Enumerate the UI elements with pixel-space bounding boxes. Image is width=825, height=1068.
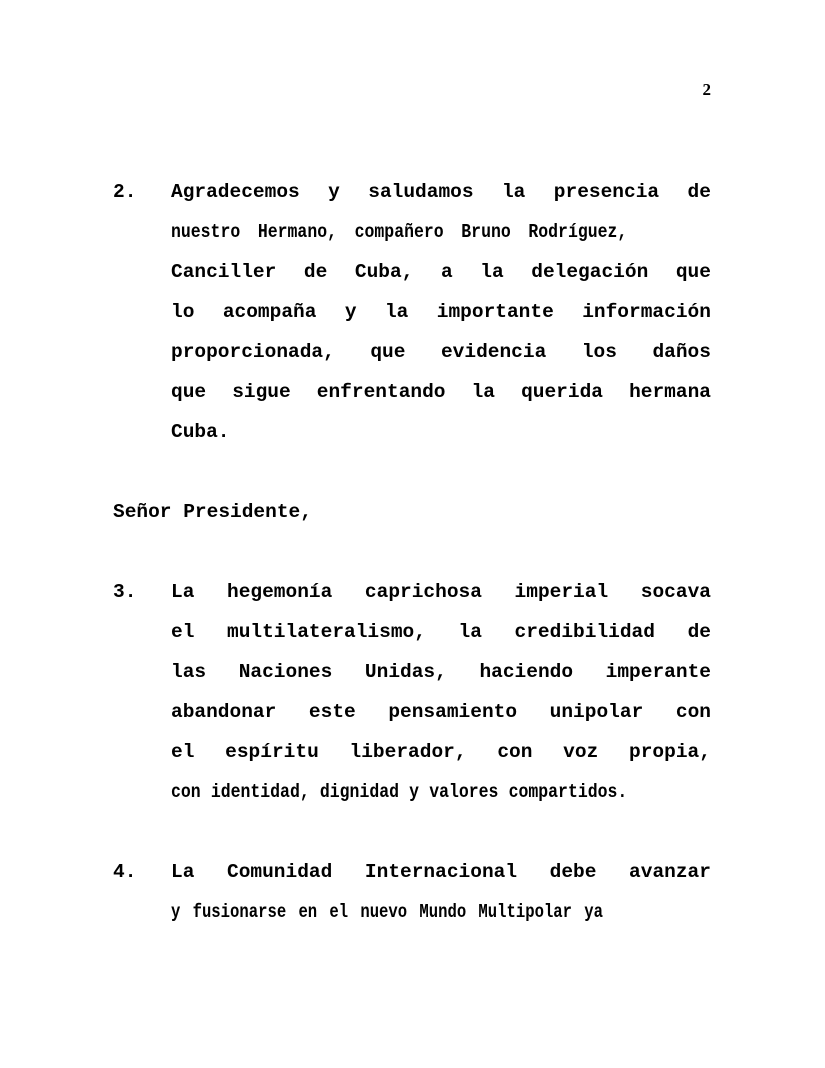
text-word: con xyxy=(675,701,711,723)
text-word: Canciller xyxy=(171,261,277,283)
text-word: pensamiento xyxy=(388,701,518,723)
text-word: unipolar xyxy=(549,701,644,723)
paragraph-spacer xyxy=(113,452,711,492)
text-word: sigue xyxy=(232,381,291,403)
text-line xyxy=(171,692,711,732)
text-word: Bruno xyxy=(461,221,511,243)
text-word: el xyxy=(171,741,195,763)
text-word: Comunidad xyxy=(227,861,333,883)
text-line xyxy=(171,732,711,772)
text-word: credibilidad xyxy=(514,621,655,643)
text-word: que xyxy=(370,341,406,363)
text-word: compartidos. xyxy=(508,781,628,803)
text-word: caprichosa xyxy=(364,581,482,603)
paragraph-number: 2. xyxy=(113,181,137,203)
text-word: presencia xyxy=(553,181,660,203)
text-word: nuevo xyxy=(360,901,408,923)
text-word: los xyxy=(581,341,617,363)
text-line xyxy=(171,892,603,932)
text-word: proporcionada, xyxy=(171,341,335,363)
paragraph-lines xyxy=(171,852,711,932)
text-word: a xyxy=(440,261,453,283)
text-word: Naciones xyxy=(238,661,333,683)
text-line xyxy=(171,852,711,892)
text-word: la xyxy=(384,301,409,323)
text-word: valores xyxy=(429,781,499,803)
text-word: debe xyxy=(549,861,597,883)
text-word: en xyxy=(298,901,318,923)
text-word: el xyxy=(329,901,349,923)
page-number: 2 xyxy=(702,80,711,99)
paragraph-number: 4. xyxy=(113,861,137,883)
paragraph-2 xyxy=(113,172,711,452)
paragraph-spacer xyxy=(113,812,711,852)
text-word: imperial xyxy=(514,581,609,603)
text-word: espíritu xyxy=(225,741,319,763)
text-word: identidad, xyxy=(210,781,310,803)
text-word: multilateralismo, xyxy=(227,621,426,643)
text-line xyxy=(171,652,711,692)
text-word: enfrentando xyxy=(316,381,446,403)
text-word: Multipolar xyxy=(478,901,573,923)
text-word: ya xyxy=(584,901,603,923)
text-word: las xyxy=(171,661,207,683)
text-word: hegemonía xyxy=(227,581,333,603)
paragraph-lines xyxy=(171,172,711,452)
text-word: y xyxy=(409,781,420,803)
text-word: fusionarse xyxy=(192,901,287,923)
text-word: haciendo xyxy=(479,661,574,683)
text-word: y xyxy=(171,901,181,923)
text-word: liberador, xyxy=(349,741,467,763)
text-word: la xyxy=(501,181,526,203)
text-word: Mundo xyxy=(419,901,467,923)
text-word: y xyxy=(344,301,357,323)
text-line xyxy=(171,292,711,332)
text-word: hermana xyxy=(629,381,711,403)
text-word: evidencia xyxy=(440,341,547,363)
text-line xyxy=(171,372,711,412)
text-word: Internacional xyxy=(364,861,518,883)
text-word: importante xyxy=(436,301,554,323)
text-word: propia, xyxy=(629,741,711,763)
document-body xyxy=(113,172,711,932)
text-word: Hermano, xyxy=(257,221,337,243)
text-line xyxy=(171,772,627,812)
text-word: compañero xyxy=(354,221,444,243)
text-word: información xyxy=(582,301,711,323)
text-word: lo xyxy=(171,301,195,323)
text-line xyxy=(171,172,711,212)
text-word: este xyxy=(308,701,356,723)
text-line xyxy=(171,612,711,652)
text-word: con xyxy=(497,741,533,763)
text-word: voz xyxy=(563,741,599,763)
paragraph-4 xyxy=(113,852,711,932)
text-word: la xyxy=(480,261,504,283)
text-line: Cuba. xyxy=(171,421,230,443)
text-line xyxy=(171,332,711,372)
text-word: Rodríguez, xyxy=(528,221,628,243)
text-word: Agradecemos xyxy=(171,181,300,203)
text-word: de xyxy=(303,261,328,283)
text-word: nuestro xyxy=(171,221,241,243)
text-word: socava xyxy=(640,581,711,603)
text-word: acompaña xyxy=(222,301,317,323)
text-word: con xyxy=(171,781,201,803)
text-word: y xyxy=(328,181,340,203)
text-word: delegación xyxy=(531,261,649,283)
text-word: saludamos xyxy=(368,181,474,203)
text-word: avanzar xyxy=(629,861,711,883)
text-word: el xyxy=(171,621,195,643)
text-word: la xyxy=(458,621,482,643)
text-line xyxy=(171,212,627,252)
text-word: abandonar xyxy=(171,701,277,723)
salutation: Señor Presidente, xyxy=(113,501,312,523)
text-line xyxy=(171,572,711,612)
text-word: de xyxy=(687,181,711,203)
text-line xyxy=(171,252,711,292)
text-word: que xyxy=(171,381,207,403)
text-word: que xyxy=(675,261,711,283)
paragraph-lines xyxy=(171,572,711,812)
text-word: Unidas, xyxy=(364,661,447,683)
text-word: de xyxy=(687,621,711,643)
text-word: Cuba, xyxy=(354,261,414,283)
salutation-spacer xyxy=(113,532,711,572)
text-word: La xyxy=(171,861,195,883)
text-word: querida xyxy=(521,381,603,403)
paragraph-number: 3. xyxy=(113,581,137,603)
paragraph-3 xyxy=(113,572,711,812)
text-word: imperante xyxy=(605,661,711,683)
text-word: daños xyxy=(652,341,711,363)
text-word: la xyxy=(471,381,495,403)
text-word: dignidad xyxy=(319,781,400,803)
text-word: La xyxy=(171,581,195,603)
